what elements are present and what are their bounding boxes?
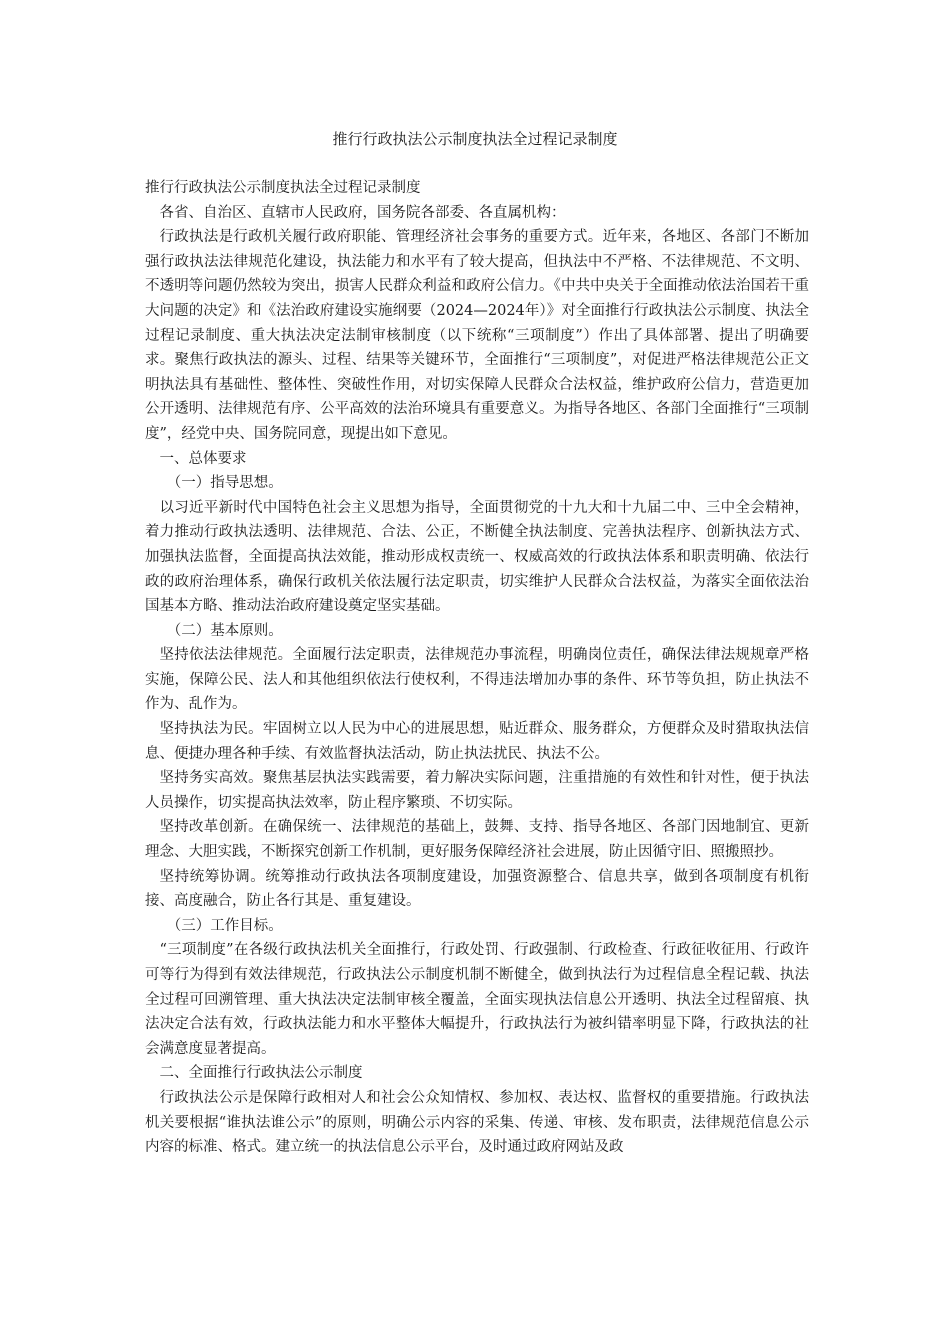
intro-paragraph: 行政执法是行政机关履行政府职能、管理经济社会事务的重要方式。近年来，各地区、各部门不断加强行政执法法律规范化建设，执法能力和水平有了较大提高，但执法中不严格、不法律规范、不文明、不透明等问题仍然较为突出，损害人民群众利益和政府公信力。《中共中央关于全面推动依法治国若干重大问题的决定》和《法治政府建设实施纲要（2024—2024年）》对全面推行行政执法公示制度、执法全过程记录制度、重大执法决定法制审核制度（以下统称“三项制度”）作出了具体部署、提出了明确要求。聚焦行政执法的源头、过程、结果等关键环节，全面推行“三项制度”，对促进严格法律规范公正文明执法具有基础性、整体性、突破性作用，对切实保障人民群众合法权益，维护政府公信力，营造更加公开透明、法律规范有序、公平高效的法治环境具有重要意义。为指导各地区、各部门全面推行“三项制度”，经党中央、国务院同意，现提出如下意见。 <box>145 229 809 442</box>
paragraph-principle-3: 坚持务实高效。聚焦基层执法实践需要，着力解决实际问题，注重措施的有效性和针对性，便于执法人员操作，切实提高执法效率，防止程序繁琐、不切实际。 <box>145 770 809 811</box>
document-subtitle: 推行行政执法公示制度执法全过程记录制度 <box>145 180 421 196</box>
paragraph-principle-2: 坚持执法为民。牢固树立以人民为中心的进展思想，贴近群众、服务群众，方便群众及时猎取执法信息、便捷办理各种手续、有效监督执法活动，防止执法扰民、执法不公。 <box>145 721 809 762</box>
section-heading-2: 二、全面推行行政执法公示制度 <box>159 1065 363 1082</box>
subsection-heading-3: （三）工作目标。 <box>166 917 283 934</box>
paragraph-principle-1: 坚持依法法律规范。全面履行法定职责，法律规范办事流程，明确岗位责任，确保法律法规规章严格实施，保障公民、法人和其他组织依法行使权利，不得违法增加办事的条件、环节等负担，防止执法不作为、乱作为。 <box>145 647 809 713</box>
paragraph-publicity: 行政执法公示是保障行政相对人和社会公众知情权、参加权、表达权、监督权的重要措施。行政执法机关要根据“谁执法谁公示”的原则，明确公示内容的采集、传递、审核、发布职责，法律规范信息公示内容的标准、格式。建立统一的执法信息公示平台，及时通过政府网站及政 <box>145 1089 809 1156</box>
paragraph-principle-4: 坚持改革创新。在确保统一、法律规范的基础上，鼓舞、支持、指导各地区、各部门因地制宜、更新理念、大胆实践，不断探究创新工作机制，更好服务保障经济社会进展，防止因循守旧、照搬照抄。 <box>145 819 809 861</box>
paragraph-work-goal: “三项制度”在各级行政执法机关全面推行，行政处罚、行政强制、行政检查、行政征收征用、行政许可等行为得到有效法律规范，行政执法公示制度机制不断健全，做到执法行为过程信息全程记载、执法全过程可回溯管理、重大执法决定法制审核全覆盖，全面实现执法信息公开透明、执法全过程留痕、执法决定合法有效，行政执法能力和水平整体大幅提升，行政执法行为被纠错率明显下降，行政执法的社会满意度显著提高。 <box>145 942 809 1057</box>
paragraph-guiding-thought: 以习近平新时代中国特色社会主义思想为指导，全面贯彻党的十九大和十九届二中、三中全会精神，着力推动行政执法透明、法律规范、合法、公正，不断健全执法制度、完善执法程序、创新执法方式、加强执法监督，全面提高执法效能，推动形成权责统一、权威高效的行政执法体系和职责明确、依法行政的政府治理体系，确保行政机关依法履行法定职责，切实维护人民群众合法权益，为落实全面依法治国基本方略、推动法治政府建设奠定坚实基础。 <box>145 499 809 615</box>
section-heading-1: 一、总体要求 <box>159 450 247 467</box>
paragraph-principle-5: 坚持统筹协调。统筹推动行政执法各项制度建设，加强资源整合、信息共享，做到各项制度有机衔接、高度融合，防止各行其是、重复建设。 <box>145 868 809 910</box>
subsection-heading-1: （一）指导思想。 <box>166 475 283 492</box>
document-title: 推行行政执法公示制度执法全过程记录制度 <box>332 130 618 148</box>
document-body <box>145 176 809 1160</box>
salutation: 各省、自治区、直辖市人民政府，国务院各部委、各直属机构： <box>159 204 566 221</box>
subsection-heading-2: （二）基本原则。 <box>166 622 283 639</box>
